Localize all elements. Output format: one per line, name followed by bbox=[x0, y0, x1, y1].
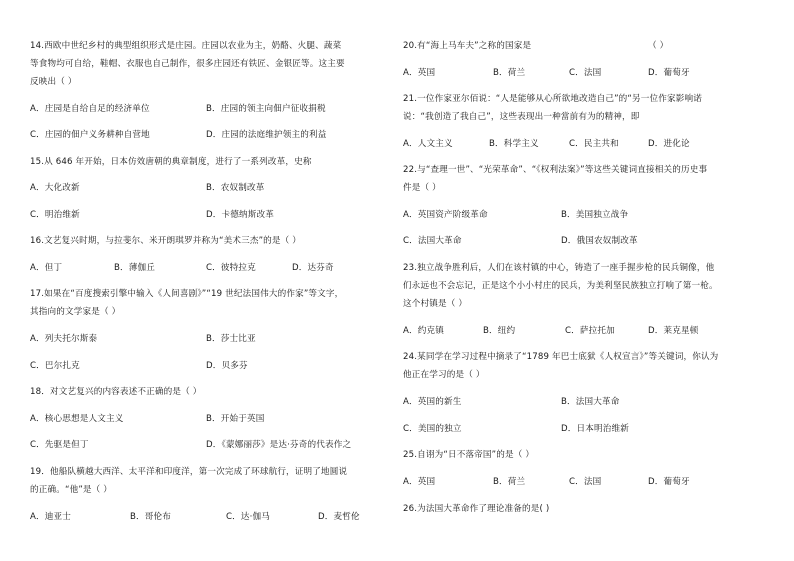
q16-option-d: D．达芬奇 bbox=[292, 263, 334, 273]
q15-option-b: B．农奴制改革 bbox=[206, 183, 265, 193]
q19-option-a: A．迪亚士 bbox=[30, 512, 72, 522]
q15-stem: 15.从 646 年开始，日本仿效唐朝的典章制度，进行了一系列改革，史称 bbox=[30, 157, 312, 167]
q23-stem-line-1: 23.独立战争胜利后，人们在该村镇的中心，铸造了一座手握步枪的民兵铜像，他 bbox=[403, 263, 715, 273]
q24-stem-line-2: 他正在学习的是（ ） bbox=[403, 370, 485, 380]
q21-stem-line-1: 21.一位作家亚尔佰说：“人是能够从心所欲地改造自己”的“另一位作家影响诺 bbox=[403, 94, 702, 104]
q16-option-a: A．但丁 bbox=[30, 263, 63, 273]
q21-option-c: C．民主共和 bbox=[569, 139, 619, 149]
q23-option-b: B．纽约 bbox=[483, 326, 516, 336]
q14-option-a: A．庄园是自给自足的经济单位 bbox=[30, 104, 150, 114]
q14-option-d: D．庄园的法庭维护领主的利益 bbox=[206, 130, 327, 140]
q15-option-d: D．卡德纳斯改革 bbox=[206, 210, 274, 220]
q15-option-c: C．明治维新 bbox=[30, 210, 80, 220]
q22-option-a: A．英国资产阶级革命 bbox=[403, 210, 488, 220]
q18-option-c: C．先驱是但丁 bbox=[30, 440, 89, 450]
q24-option-b: B．法国大革命 bbox=[561, 397, 620, 407]
q16-option-c: C．彼特拉克 bbox=[206, 263, 256, 273]
q22-option-d: D．俄国农奴制改革 bbox=[561, 236, 638, 246]
q24-option-a: A．英国的新生 bbox=[403, 397, 462, 407]
q23-option-a: A．约克镇 bbox=[403, 326, 445, 336]
q14-stem-line-1: 14.西欧中世纪乡村的典型组织形式是庄园。庄园以农业为主，奶酪、火腿、蔬菜 bbox=[30, 41, 342, 51]
q17-stem-line-2: 其指向的文学家是（ ） bbox=[30, 307, 121, 317]
q24-option-c: C．美国的独立 bbox=[403, 424, 462, 434]
q14-option-b: B．庄园的领主向佃户征收捐税 bbox=[206, 104, 326, 114]
q17-option-a: A．列夫托尔斯泰 bbox=[30, 334, 98, 344]
q23-stem-line-2: 们永远也不会忘记，正是这个小小村庄的民兵，为美利坚民族独立打响了第一枪。 bbox=[403, 281, 718, 291]
q17-option-b: B．莎士比亚 bbox=[206, 334, 256, 344]
q20-stem: 20.有“海上马车夫”之称的国家是 bbox=[403, 41, 532, 51]
q23-stem-line-3: 这个村镇是（ ） bbox=[403, 299, 468, 309]
q18-stem: 18．对文艺复兴的内容表述不正确的是（ ） bbox=[30, 387, 202, 397]
q14-stem-line-3: 反映出（ ） bbox=[30, 77, 77, 87]
q16-option-b: B．薄伽丘 bbox=[114, 263, 156, 273]
q15-option-a: A．大化改新 bbox=[30, 183, 80, 193]
q22-stem-line-2: 件是（ ） bbox=[403, 183, 441, 193]
q22-option-c: C．法国大革命 bbox=[403, 236, 462, 246]
q21-option-a: A．人文主义 bbox=[403, 139, 453, 149]
q22-stem-line-1: 22.与“查理一世”、“光荣革命”、“《权利法案》”等这些关键词直接相关的历史事 bbox=[403, 165, 708, 175]
q24-stem-line-1: 24.某同学在学习过程中摘录了“1789 年巴士底狱《人权宣言》”等关键词，你认为 bbox=[403, 352, 719, 362]
q19-option-b: B．哥伦布 bbox=[130, 512, 172, 522]
q25-option-d: D．葡萄牙 bbox=[648, 477, 690, 487]
q14-stem-line-2: 等食物均可自给，鞋帽、衣服也自己制作，很多庄园还有铁匠、金银匠等。这主要 bbox=[30, 59, 345, 69]
q20-option-b: B．荷兰 bbox=[493, 68, 526, 78]
q20-answer-bracket: （ ） bbox=[648, 41, 669, 51]
q21-option-b: B．科学主义 bbox=[489, 139, 539, 149]
q26-stem: 26.为法国大革命作了理论准备的是( ) bbox=[403, 504, 550, 514]
q18-option-b: B．开始于英国 bbox=[206, 414, 265, 424]
q23-option-d: D．莱克星顿 bbox=[648, 326, 699, 336]
q19-stem-line-2: 的正确。“他”是（ ） bbox=[30, 485, 113, 495]
q25-option-a: A．英国 bbox=[403, 477, 436, 487]
q14-option-c: C．庄园的佃户义务耕种自营地 bbox=[30, 130, 150, 140]
q20-option-c: C．法国 bbox=[569, 68, 602, 78]
q17-stem-line-1: 17.如果在“百度搜索引擎中输入《人间喜剧》”“19 世纪法国伟大的作家”等文字， bbox=[30, 289, 344, 299]
q19-option-d: D．麦哲伦 bbox=[318, 512, 360, 522]
q24-option-d: D．日本明治维新 bbox=[561, 424, 629, 434]
q19-option-c: C．达·伽马 bbox=[226, 512, 271, 522]
q17-option-d: D．贝多芬 bbox=[206, 361, 248, 371]
q18-option-d: D．《蒙娜丽莎》是达·芬奇的代表作之 bbox=[206, 440, 352, 450]
q25-option-b: B．荷兰 bbox=[493, 477, 526, 487]
q19-stem-line-1: 19．他船队横越大西洋、太平洋和印度洋，第一次完成了环球航行，证明了地圆说 bbox=[30, 467, 348, 477]
q17-option-c: C．巴尔扎克 bbox=[30, 361, 80, 371]
q21-stem-line-2: 说：“我创造了我自己”，这些表现出一种當前有为的精神，即 bbox=[403, 112, 640, 122]
q22-option-b: B．美国独立战争 bbox=[561, 210, 629, 220]
q16-stem: 16.文艺复兴时期，与拉斐尔、米开朗琪罗并称为“美术三杰”的是（ ） bbox=[30, 236, 302, 246]
q20-option-d: D．葡萄牙 bbox=[648, 68, 690, 78]
q21-option-d: D．进化论 bbox=[648, 139, 690, 149]
q20-option-a: A．英国 bbox=[403, 68, 436, 78]
q25-stem: 25.自诩为“日不落帝国”的是（ ） bbox=[403, 450, 535, 460]
q25-option-c: C．法国 bbox=[569, 477, 602, 487]
q18-option-a: A．核心思想是人文主义 bbox=[30, 414, 124, 424]
q23-option-c: C．萨拉托加 bbox=[565, 326, 615, 336]
